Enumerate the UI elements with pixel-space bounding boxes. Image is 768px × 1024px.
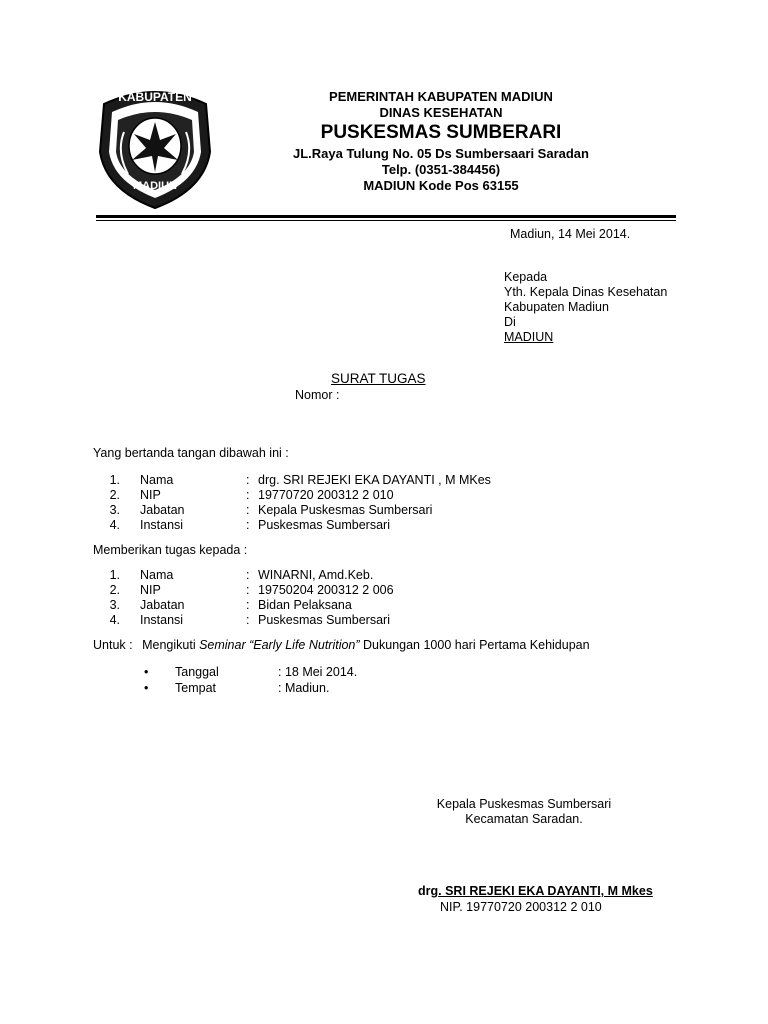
- header-address: JL.Raya Tulung No. 05 Ds Sumbersaari Saradan: [293, 146, 589, 161]
- purpose-label: Untuk :: [93, 638, 133, 652]
- header-phone: Telp. (0351-384456): [381, 162, 501, 177]
- header-org-name: PUSKESMAS SUMBERARI: [320, 122, 562, 143]
- bullet-icon: •: [144, 665, 149, 679]
- recipient-line-3: Kabupaten Madiun: [504, 300, 609, 314]
- header-divider-thin: [96, 220, 676, 221]
- recipient-line-4: Di: [504, 315, 516, 329]
- header-department: DINAS KESEHATAN: [379, 105, 503, 120]
- signature-title-1: Kepala Puskesmas Sumbersari: [436, 797, 612, 811]
- document-title: SURAT TUGAS: [331, 371, 426, 386]
- logo-bottom-text: MADIUN: [133, 180, 177, 192]
- intro-text: Yang bertanda tangan dibawah ini :: [93, 446, 289, 460]
- purpose-seminar-title: Seminar “Early Life Nutrition”: [199, 638, 360, 652]
- assign-intro-text: Memberikan tugas kepada :: [93, 543, 248, 557]
- recipient-line-5: MADIUN: [504, 330, 554, 344]
- signer-name: [418, 884, 653, 898]
- kabupaten-madiun-emblem-icon: [94, 82, 216, 210]
- header-government: PEMERINTAH KABUPATEN MADIUN: [329, 89, 553, 104]
- header-postal: MADIUN Kode Pos 63155: [363, 178, 519, 193]
- signer-name-rest: . SRI REJEKI EKA DAYANTI, M Mkes: [438, 884, 653, 898]
- recipient-line-2: Yth. Kepala Dinas Kesehatan: [504, 285, 668, 299]
- header-divider-thick: [96, 215, 676, 218]
- recipient-line-1: Kepada: [504, 270, 548, 284]
- signer-nip: NIP. 19770720 200312 2 010: [440, 900, 602, 914]
- purpose-post: Dukungan 1000 hari Pertama Kehidupan: [359, 638, 590, 652]
- document-number-label: Nomor :: [295, 388, 340, 402]
- purpose-line: [93, 638, 590, 652]
- signer-name-prefix: drg: [418, 884, 439, 898]
- letter-date: Madiun, 14 Mei 2014.: [510, 227, 631, 241]
- logo-top-text: KABUPATEN: [118, 90, 192, 104]
- bullet-icon: •: [144, 681, 149, 695]
- signature-title-2: Kecamatan Saradan.: [465, 812, 583, 826]
- purpose-pre: Mengikuti: [142, 638, 200, 652]
